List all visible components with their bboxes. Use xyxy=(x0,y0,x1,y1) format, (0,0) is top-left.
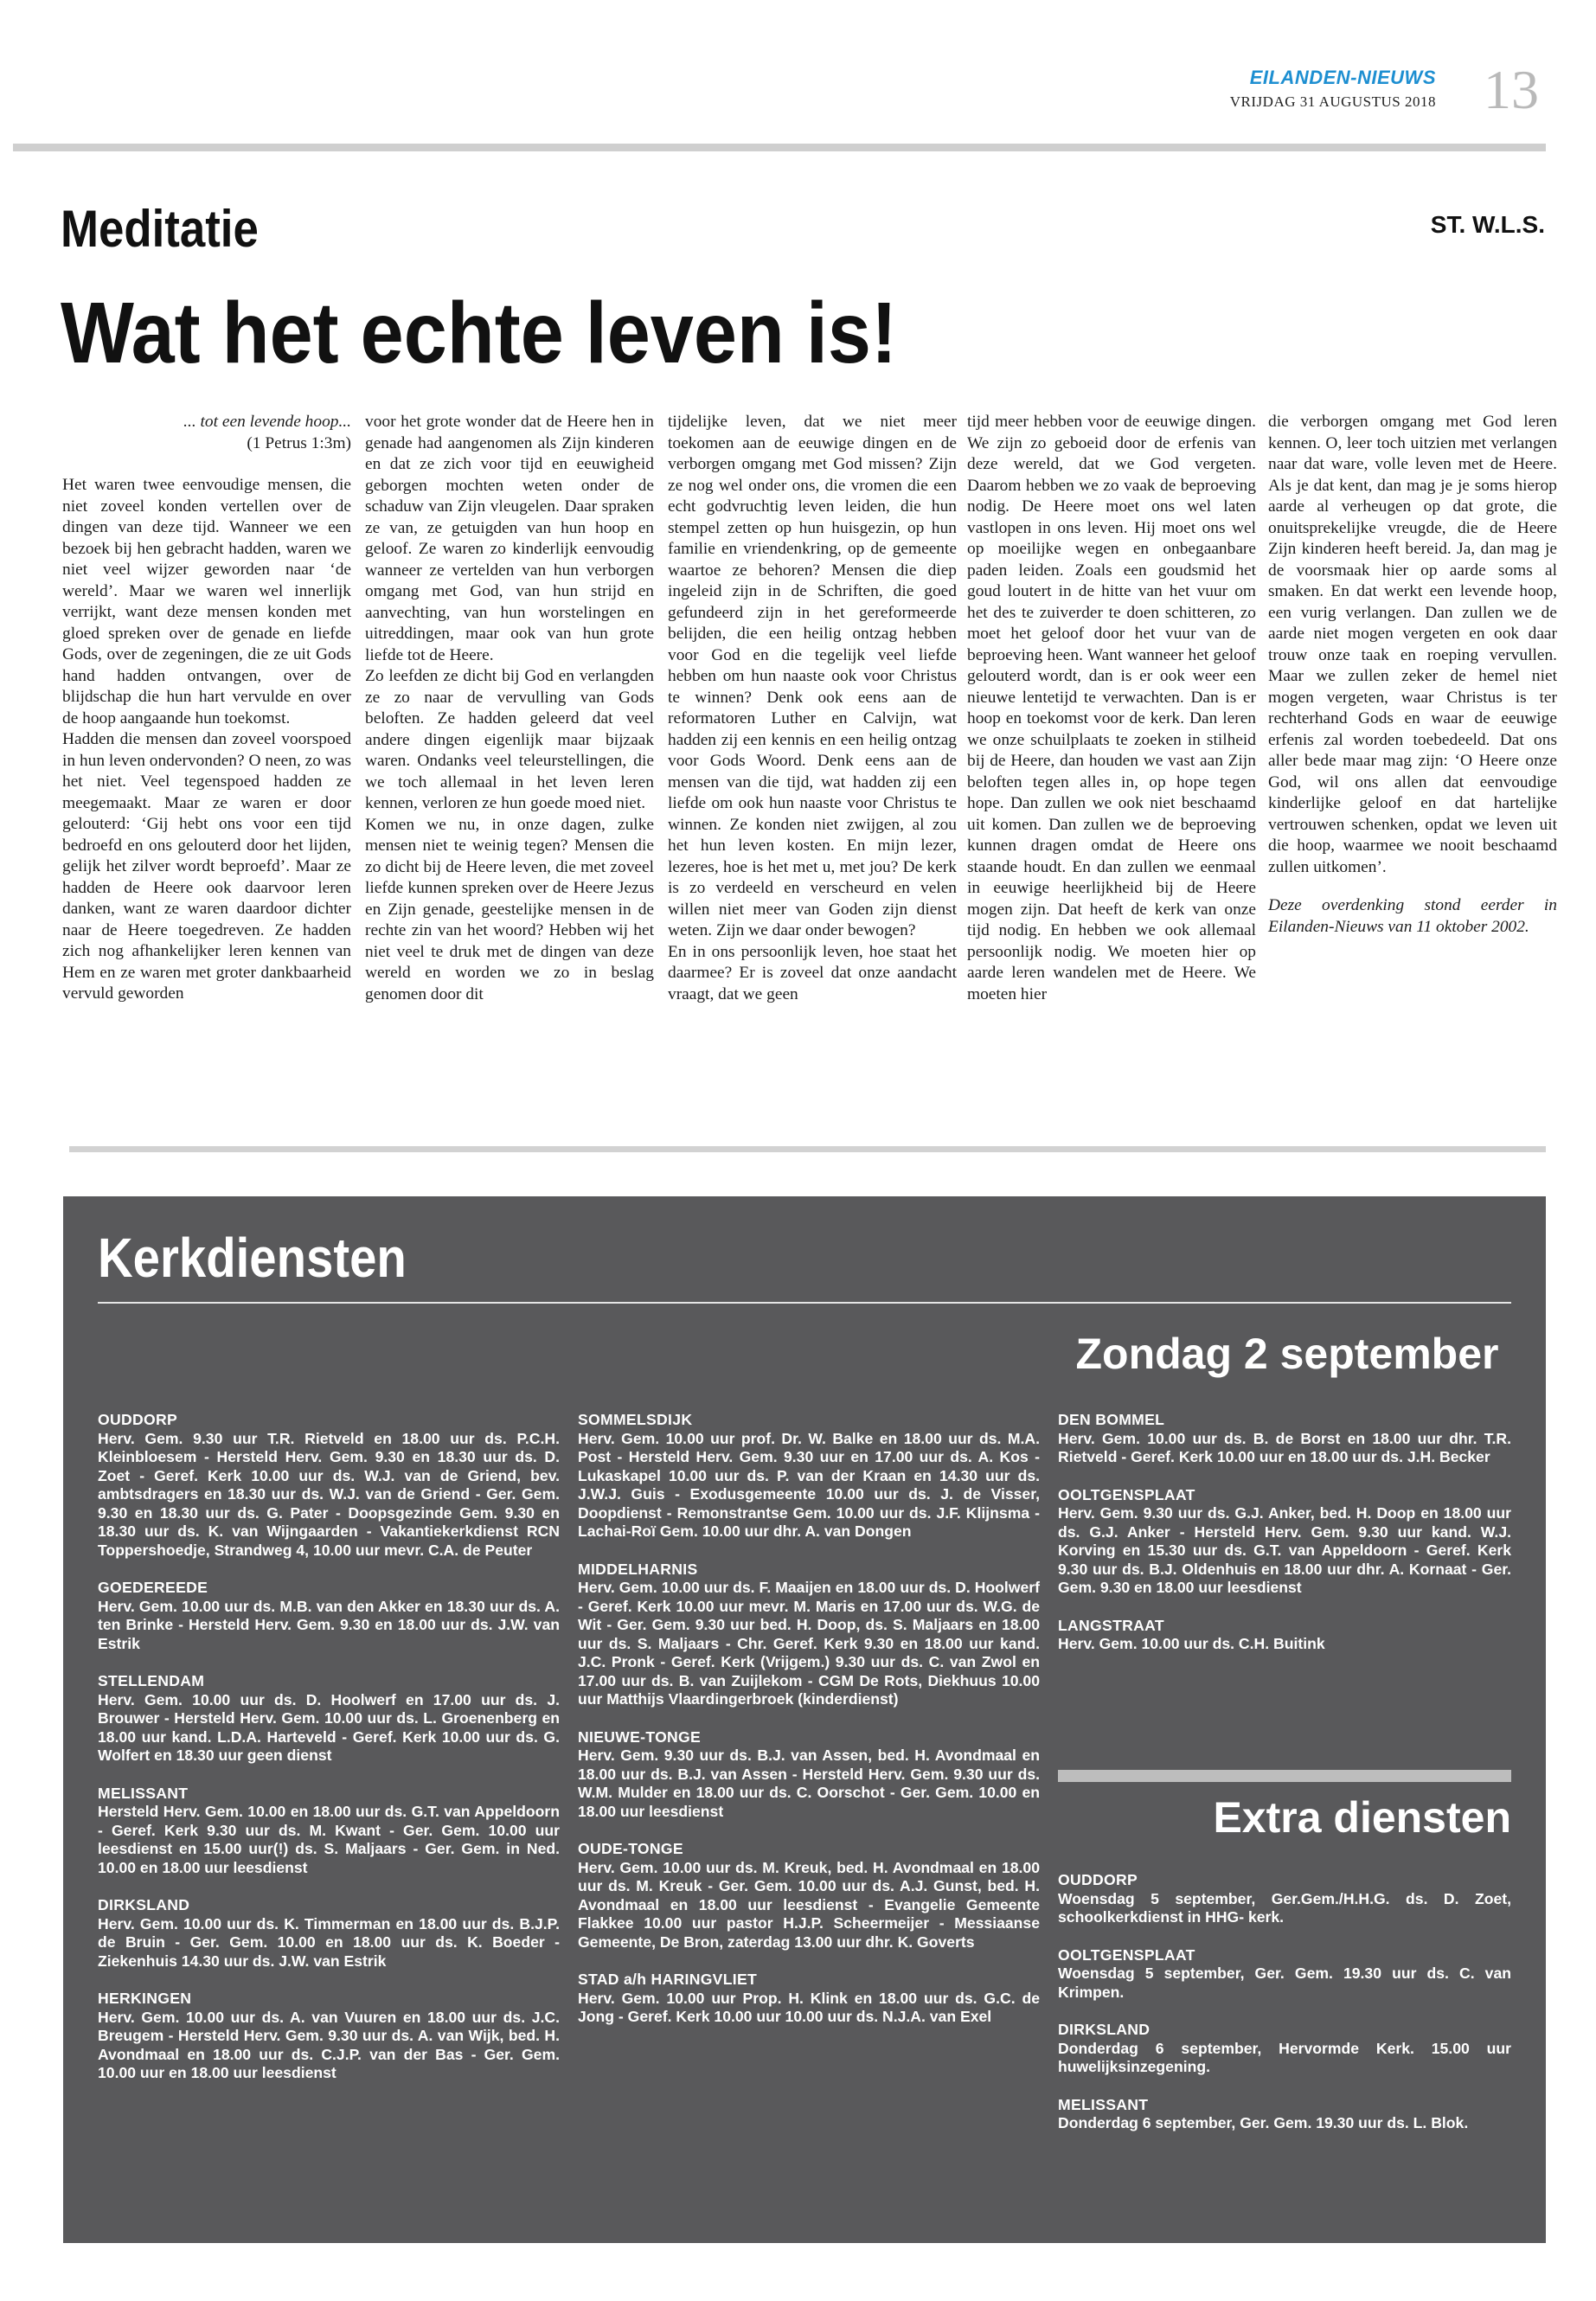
service-details: Woensdag 5 september, Ger. Gem. 19.30 uur ds. C. van Krimpen. xyxy=(1058,1965,1511,2001)
service-place: OOLTGENSPLAAT xyxy=(1058,1945,1195,1964)
services-column-1 xyxy=(98,1411,560,2102)
service-details: Hersteld Herv. Gem. 10.00 en 18.00 uur ds. G.T. van Appeldoorn - Geref. Kerk 9.30 uur ds. M. Kwant - Ger. Gem. 10.00 uur leesdienst en 15.00 uur(!) ds. S. Maljaars - Ger. Gem. in Ned. 10.00 en 18.00 uur leesdienst xyxy=(98,1803,560,1876)
service-place: MELISSANT xyxy=(98,1784,189,1802)
service-place: DIRKSLAND xyxy=(98,1896,190,1913)
service-details: Herv. Gem. 10.00 uur ds. C.H. Buitink xyxy=(1058,1635,1325,1652)
scripture-quote: ... tot een levende hoop... xyxy=(183,413,351,431)
article-column-5 xyxy=(1268,412,1557,938)
service-place: OUDDORP xyxy=(98,1411,178,1428)
service-place: OUDDORP xyxy=(1058,1871,1138,1888)
service-place: STAD a/h HARINGVLIET xyxy=(578,1971,758,1988)
masthead xyxy=(1220,67,1436,111)
service-place: OOLTGENSPLAAT xyxy=(1058,1485,1195,1503)
service-details: Herv. Gem. 10.00 uur ds. M. Kreuk, bed. H. Avondmaal en 18.00 uur ds. M. Kreuk - Ger. Gem. 10.00 uur ds. A.J. Gunst, bed. H. Avondmaal en 18.00 uur leesdienst - Evangelie Gemeente Flakkee 10.00 uur pastor H.J.P. Scheermeijer - Messiaanse Gemeente, De Bron, zaterdag 13.00 uur dhr. K. Goverts xyxy=(578,1858,1040,1951)
paragraph: En in ons persoonlijk leven, hoe staat het daarmee? Er is zoveel dat onze aandacht vraagt, dat we geen xyxy=(668,942,957,1003)
church-services-title: Kerkdiensten xyxy=(98,1227,407,1289)
article-author: ST. W.L.S. xyxy=(1430,211,1545,238)
article-text xyxy=(967,412,1256,1005)
paragraph: tijdelijke leven, dat we niet meer toekomen aan de eeuwige dingen en de verborgen omgang met God missen? Zijn ze nog wel onder ons, die vromen die een echt godvruchtig leven leiden, die hun stempel zetten op hun huisgezin, op hun familie en vriendenkring, op de gemeente waartoe ze behoren? Mensen die diep ingeleid zijn in de Schriften, die goed gefundeerd zijn in het gereformeerde belijden, die een heilig ontzag hebben voor God en die tegelijk veel liefde hebben om hun naaste ook voor Christus te winnen? Denk ook eens aan de reformatoren Luther en Calvijn, wat hadden zij een kennis en een heilig ontzag voor Gods Woord. Denk eens aan de mensen van die tijd, wat hadden zij een liefde om ook hun naaste voor Christus te winnen. Ze konden niet zwijgen, al zou het hun leven kosten. En mijn lezer, lezeres, hoe is het met u, met jou? De kerk is zo verdeeld en verscheurd en velen willen niet meer van Goden zijn dienst weten. Zijn we daar onder bewogen? xyxy=(668,413,957,939)
service-place: SOMMELSDIJK xyxy=(578,1411,693,1428)
newspaper-logo: EILANDEN-NIEUWS xyxy=(1249,67,1436,88)
section-label: Meditatie xyxy=(61,200,259,258)
paragraph: voor het grote wonder dat de Heere hen in genade had aangenomen als Zijn kinderen en dat ze zich voor tijd en eeuwigheid geborgen mochten weten onder de schaduw van Zijn vleugelen. Daar spraken ze van, ze getuigden van hun hoop en geloof. Ze waren zo kinderlijk eenvoudig wanneer ze vertelden van hun verborgen omgang met God, van hun strijd en aanvechting, van hun worstelingen en uitreddingen, maar ook van hun grote liefde tot de Heere. xyxy=(365,413,654,664)
scripture-reference: (1 Petrus 1:3m) xyxy=(247,433,351,452)
paragraph: Het waren twee eenvoudige mensen, die niet zoveel konden vertellen over de dingen van deze tijd. Wanneer we een bezoek bij hen gebracht hadden, waren we niet veel wijzer geworden naar ‘de wereld’. Maar we waren wel innerlijk verrijkt, want deze mensen konden met gloed spreken over de genade en liefde Gods, over de zegeningen, die ze uit Gods hand hadden ontvangen, over de blijdschap die hun hart vervulde en over de hoop aangaande hun toekomst. xyxy=(62,476,351,727)
paragraph: Komen we nu, in onze dagen, zulke mensen niet te weinig tegen? Mensen die zo dicht bij de Heere leven, die met zoveel liefde kunnen spreken over de Heere Jezus en Zijn genade, geestelijke mensen in de rechte zin van het woord? Hebben wij het niet veel te druk met de dingen van deze wereld en worden we zo in beslag genomen door dit xyxy=(365,815,654,1003)
title-underline xyxy=(98,1302,1511,1304)
service-details: Herv. Gem. 9.30 uur ds. G.J. Anker, bed. H. Doop en 18.00 uur ds. G.J. Anker - Hersteld Herv. Gem. 9.30 uur kand. W.J. Korving en 15.30 uur ds. G.T. van Appeldoorn - Geref. Kerk 9.30 uur ds. B.J. Oldenhuis en 18.00 uur dhr. A. Kornaat - Ger. Gem. 9.30 en 18.00 uur leesdienst xyxy=(1058,1504,1511,1596)
page-number: 13 xyxy=(1484,59,1539,120)
section-divider xyxy=(69,1146,1546,1152)
service-place: STELLENDAM xyxy=(98,1672,205,1689)
service-details: Herv. Gem. 10.00 uur ds. B. de Borst en 18.00 uur dhr. T.R. Rietveld - Geref. Kerk 10.00 uur en 18.00 uur ds. J.H. Becker xyxy=(1058,1429,1511,1465)
extra-services-bar xyxy=(1058,1770,1511,1782)
service-details: Herv. Gem. 10.00 uur ds. K. Timmerman en 18.00 uur ds. B.J.P. de Bruin - Ger. Gem. 10.00 en 18.00 uur ds. K. Boeder - Ziekenhuis 14.30 uur ds. J.W. van Estrik xyxy=(98,1914,560,1970)
service-place: GOEDEREEDE xyxy=(98,1579,208,1596)
article-text xyxy=(365,412,654,1005)
service-details: Herv. Gem. 10.00 uur prof. Dr. W. Balke en 18.00 uur ds. M.A. Post - Hersteld Herv. Gem. 9.30 uur en 17.00 uur ds. A. Kos - Lukaskapel 10.00 uur ds. P. van der Kraan en 14.30 uur ds. J.W.J. Guis - Exodusgemeente 10.00 uur ds. J. de Visser, Doopdienst - Remonstrantse Gem. 10.00 uur ds. J.F. Klijnsma - Lachai-Roï Gem. 10.00 uur dhr. A. van Dongen xyxy=(578,1429,1040,1540)
service-details: Herv. Gem. 9.30 uur T.R. Rietveld en 18.00 uur ds. P.C.H. Kleinbloesem - Hersteld Herv. Gem. 9.30 en 18.30 uur ds. D. Zoet - Geref. Kerk 10.00 uur ds. W.J. van de Griend, bev. ambtsdragers en 18.30 uur ds. W.J. van de Griend - Ger. Gem. 9.30 en 18.30 uur ds. G. Pater - Doopsgezinde Gem. 9.30 en 18.30 uur ds. K. van Wijngaarden - Vakantiekerkdienst RCN Toppershoedje, Strandweg 4, 10.00 uur mevr. C.A. de Peuter xyxy=(98,1429,560,1559)
service-details: Herv. Gem. 10.00 uur Prop. H. Klink en 18.00 uur ds. G.C. de Jong - Geref. Kerk 10.00 uur 10.00 uur ds. N.J.A. van Exel xyxy=(578,1989,1040,2025)
article-text xyxy=(1268,412,1557,878)
service-details: Herv. Gem. 10.00 uur ds. D. Hoolwerf en 17.00 uur ds. J. Brouwer - Hersteld Herv. Gem. 10.00 uur ds. L. Groenenberg en 18.00 uur kand. L.D.A. Harteveld - Geref. Kerk 10.00 uur ds. G. Wolfert en 18.30 uur geen dienst xyxy=(98,1690,560,1764)
article-text xyxy=(668,412,957,1005)
service-details: Donderdag 6 september, Ger. Gem. 19.30 uur ds. L. Blok. xyxy=(1058,2114,1469,2131)
source-note: Deze overdenking stond eerder in Eilanden-Nieuws van 11 oktober 2002. xyxy=(1268,896,1557,936)
service-place: DEN BOMMEL xyxy=(1058,1411,1165,1428)
issue-date: VRIJDAG 31 AUGUSTUS 2018 xyxy=(1229,93,1436,110)
paragraph: Zo leefden ze dicht bij God en verlangden ze zo naar de vervulling van Gods beloften. Ze hadden geleerd dat veel andere dingen eigenlijk maar bijzaak waren. Ondanks veel teleurstellingen, die we toch allemaal in het leven leren kennen, verloren ze hun goede moed niet. xyxy=(365,667,654,812)
service-place: DIRKSLAND xyxy=(1058,2021,1151,2038)
service-details: Herv. Gem. 10.00 uur ds. A. van Vuuren en 18.00 uur ds. J.C. Breugem - Hersteld Herv. Gem. 9.30 uur ds. A. van Wijk, bed. H. Avondmaal en 18.00 uur ds. C.J.P. van der Bas - Ger. Gem. 10.00 uur en 18.00 uur leesdienst xyxy=(98,2008,560,2081)
paragraph: tijd meer hebben voor de eeuwige dingen. We zijn zo geboeid door de erfenis van deze wereld, dat we God vergeten. Daarom hebben we zo vaak de beproeving nodig. De Heere moet ons wel laten vastlopen in ons leven. Hij moet ons wel op moeilijke wegen en onbegaanbare paden leiden. Zoals een goudsmid het goud loutert in de hitte van het vuur om het des te zuiverder te doen schitteren, zo moet het geloof door het vuur van de beproeving heen. Want wanneer het geloof gelouterd wordt, dan is er ook weer een nieuwe lentetijd te verwachten. Dan is er hoop en toekomst voor de kerk. Dan leren we onze schuilplaats te zoeken in stilheid bij de Heere, dan houden we vast aan Zijn beloften tegen alles in, op hope tegen hope. Dan zullen we ook niet beschaamd uit komen. Dan zullen we de beproeving kunnen dragen omdat de Heere ons staande houdt. En dan zullen we eenmaal in eeuwige heerlijkheid bij de Heere mogen zijn. Dat heeft de kerk van onze tijd nodig. En hebben we ook allemaal persoonlijk nodig. We moeten hier op aarde leren wandelen met de Heere. We moeten hier xyxy=(967,413,1256,1003)
article-title: Wat het echte leven is! xyxy=(61,285,897,381)
service-place: MIDDELHARNIS xyxy=(578,1560,698,1578)
service-place: LANGSTRAAT xyxy=(1058,1616,1164,1634)
service-details: Herv. Gem. 10.00 uur ds. M.B. van den Akker en 18.30 uur ds. A. ten Brinke - Hersteld Herv. Gem. 9.30 en 18.00 uur ds. J.W. van Estrik xyxy=(98,1597,560,1652)
service-details: Herv. Gem. 9.30 uur ds. B.J. van Assen, bed. H. Avondmaal en 18.00 uur ds. B.J. van Assen - Hersteld Herv. Gem. 9.30 uur ds. W.M. Mulder en 18.00 uur ds. C. Oorschot - Ger. Gem. 10.00 en 18.00 uur leesdienst xyxy=(578,1747,1040,1820)
service-details: Herv. Gem. 10.00 uur ds. F. Maaijen en 18.00 uur ds. D. Hoolwerf - Geref. Kerk 10.00 uur mevr. M. Maris en 17.00 uur ds. W.G. de Wit - Ger. Gem. 9.30 uur bed. H. Doop, ds. S. Maljaars en 18.00 uur ds. S. Maljaars - Chr. Geref. Kerk 9.30 en 18.00 uur kand. J.C. Pronk - Geref. Kerk (Vrijgem.) 9.30 uur ds. C. van Zwol en 17.00 uur ds. B. van Zuijlekom - CGM De Rots, Diekhuus 10.00 uur Matthijs Vlaardingerbroek (kinderdienst) xyxy=(578,1579,1040,1708)
extra-services-title: Extra diensten xyxy=(1213,1793,1511,1842)
sunday-date-heading: Zondag 2 september xyxy=(1075,1330,1499,1378)
service-place: MELISSANT xyxy=(1058,2095,1149,2113)
service-details: Donderdag 6 september, Hervormde Kerk. 15.00 uur huwelijksinzegening. xyxy=(1058,2039,1511,2075)
article-column-3 xyxy=(668,412,957,1005)
header-divider xyxy=(13,144,1546,151)
service-place: OUDE-TONGE xyxy=(578,1840,683,1857)
article-column-4 xyxy=(967,412,1256,1005)
paragraph: die verborgen omgang met God leren kennen. O, leer toch uitzien met verlangen naar dat ware, volle leven met de Heere. Als je dat kent, dan mag je je soms hierop aarde al verheugen op dat grote, die onuitsprekelijke vreugde, die de Heere Zijn kinderen heeft bereid. Ja, dan mag je de voorsmaak hier op aarde soms al smaken. En dat werkt een levende hoop, een vurig verlangen. Dan zullen we de aarde niet mogen vergeten en ook daar trouw onze taak en roeping vervullen. Maar we zullen zeker de hemel niet mogen vergeten, waar Christus is ter rechterhand Gods en waar de eeuwige erfenis zal worden toebedeeld. Dat ons aller bede maar mag zijn: ‘O Heere onze God, wil ons allen dat eenvoudige kinderlijke geloof en dat hartelijke vertrouwen schenken, opdat we leven uit die hoop, waarmee we nooit beschaamd zullen uitkomen’. xyxy=(1268,413,1557,876)
services-column-2 xyxy=(578,1411,1040,2046)
service-place: NIEUWE-TONGE xyxy=(578,1727,702,1746)
service-place: HERKINGEN xyxy=(98,1990,192,2007)
service-details: Woensdag 5 september, Ger.Gem./H.H.G. ds. D. Zoet, schoolkerkdienst in HHG- kerk. xyxy=(1058,1889,1511,1926)
paragraph: Hadden die mensen dan zoveel voorspoed in hun leven ondervonden? O neen, zo was het niet. Veel tegenspoed hadden ze meegemaakt. Maar ze waren er door gelouterd: ‘Gij hebt ons voor een tijd bedroefd en ons gelouterd door het lijden, gelijk het zilver wordt beproefd’. Maar ze hadden de Heere ook daarvoor leren danken, want ze waren daardoor dichter naar de Heere toegedreven. Ze hadden zich nog afhankelijker leren kennen van Hem en ze waren met groter dankbaarheid vervuld geworden xyxy=(62,730,351,1003)
church-services-box xyxy=(63,1196,1546,2243)
article-column-1 xyxy=(62,412,351,1005)
services-column-3 xyxy=(1058,1411,1511,1673)
extra-services-list xyxy=(1058,1871,1511,2152)
article-column-2 xyxy=(365,412,654,1005)
article-text xyxy=(62,475,351,1005)
